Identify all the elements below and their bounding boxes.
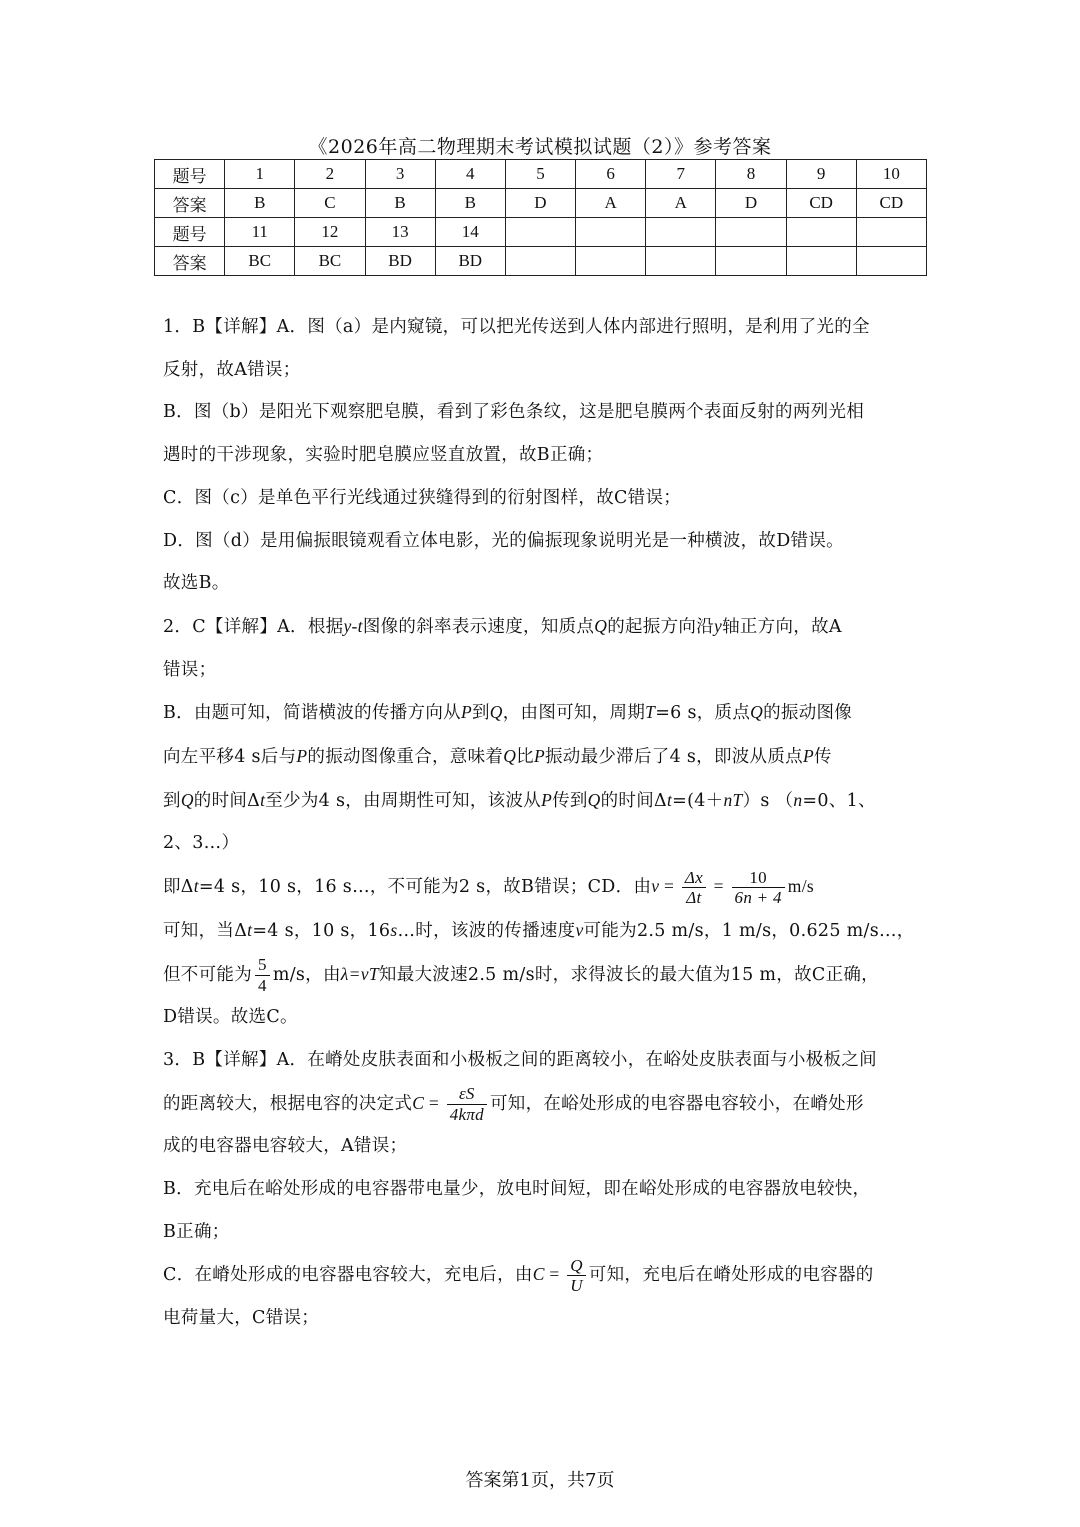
- q2-line: 2．C【详解】A．根据y-t图像的斜率表示速度，知质点Q的起振方向沿y轴正方向，故A: [163, 615, 842, 637]
- answer-table-cell: [856, 218, 926, 247]
- q3-line: C．在嵴处形成的电容器电容较大，充电后，由C = $\frac{Q}{U}$ 可知，充电后在嵴处形成的电容器的: [163, 1255, 874, 1296]
- answer-table-header-cell: 题号: [155, 160, 225, 189]
- q3-line: B正确；: [163, 1221, 230, 1242]
- answer-table-cell: 3: [365, 160, 435, 189]
- answer-table: [154, 159, 927, 276]
- answer-table-cell: [505, 218, 575, 247]
- q2-line: 向左平移4 s后与P的振动图像重合，意味着Q比P振动最少滞后了4 s，即波从质点P传: [163, 746, 832, 768]
- answer-table-cell: 13: [365, 218, 435, 247]
- answer-table-cell: 10: [856, 160, 926, 189]
- q1-line: C．图（c）是单色平行光线通过狭缝得到的衍射图样，故C错误；: [163, 487, 682, 508]
- five-quarters-fraction: $\frac{5}{4}$: [255, 955, 270, 995]
- answer-table-cell: [786, 247, 856, 276]
- answer-table-cell: A: [646, 189, 716, 218]
- q2-line: 2、3…）: [163, 833, 240, 854]
- answer-table-cell: A: [576, 189, 646, 218]
- answer-table-row: [155, 247, 927, 276]
- answer-table-cell: CD: [856, 189, 926, 218]
- answer-table-cell: B: [435, 189, 505, 218]
- q1-line: 反射，故A错误；: [163, 359, 301, 380]
- answer-table-cell: D: [716, 189, 786, 218]
- q1-line: B．图（b）是阳光下观察肥皂膜，看到了彩色条纹，这是肥皂膜两个表面反射的两列光相: [163, 402, 865, 423]
- page-footer: 答案第1页，共7页: [465, 1470, 615, 1491]
- charge-voltage-fraction: $\frac{Q}{U}$: [567, 1256, 586, 1296]
- q2-line: 但不可能为 $\frac{5}{4}$ m/s，由λ=vT知最大波速2.5 m/s时，求得波长的最大值为15 m，故C正确，: [163, 955, 879, 995]
- answer-table-cell: [646, 218, 716, 247]
- answer-table-cell: 11: [225, 218, 295, 247]
- q2-line: 即Δt=4 s，10 s，16 s…，不可能为2 s，故B错误；CD．由v = $\frac{\Delta x}{\Delta t}$ = $\frac{10}{6n + 4}$ m/s: [163, 867, 814, 908]
- answer-table-cell: [505, 247, 575, 276]
- q3-line: 成的电容器电容较大，A错误；: [163, 1136, 408, 1157]
- q3-line: 电荷量大，C错误；: [163, 1308, 320, 1329]
- answer-table-cell: 5: [505, 160, 575, 189]
- answer-table-row: [155, 218, 927, 247]
- q2-line: D错误。故选C。: [163, 1007, 298, 1028]
- answer-table-cell: 7: [646, 160, 716, 189]
- answer-explanations: [163, 306, 921, 1340]
- q3-line: 的距离较大，根据电容的决定式C = $\frac{\varepsilon S}{\text{4kπd}}$ 可知，在峪处形成的电容器电容较小，在嵴处形: [163, 1084, 864, 1124]
- answer-table-cell: [856, 247, 926, 276]
- answer-table-row: [155, 189, 927, 218]
- answer-table-header-cell: 答案: [155, 189, 225, 218]
- answer-table-header-cell: 题号: [155, 218, 225, 247]
- answer-table-cell: 6: [576, 160, 646, 189]
- answer-table-cell: D: [505, 189, 575, 218]
- answer-table-cell: [576, 218, 646, 247]
- capacitance-formula-fraction: $\frac{\varepsilon S}{\text{4kπd}}$: [447, 1084, 487, 1124]
- answer-table-cell: BD: [365, 247, 435, 276]
- q1-line: 故选B。: [163, 573, 230, 594]
- q3-line: 3．B【详解】A．在嵴处皮肤表面和小极板之间的距离较小，在峪处皮肤表面与小极板之间: [163, 1049, 877, 1070]
- answer-table-cell: [646, 247, 716, 276]
- answer-table-cell: C: [295, 189, 365, 218]
- answer-table-cell: B: [225, 189, 295, 218]
- answer-table-cell: [576, 247, 646, 276]
- answer-table-cell: 14: [435, 218, 505, 247]
- q2-line: 到Q的时间Δt至少为4 s，由周期性可知，该波从P传到Q的时间Δt=(4＋nT）s （n=0、1、: [163, 789, 876, 811]
- answer-table-cell: BC: [225, 247, 295, 276]
- answer-table-cell: BD: [435, 247, 505, 276]
- answer-table-cell: 4: [435, 160, 505, 189]
- q1-line: D．图（d）是用偏振眼镜观看立体电影，光的偏振现象说明光是一种横波，故D错误。: [163, 530, 844, 551]
- answer-table-cell: [716, 218, 786, 247]
- answer-table-cell: [786, 218, 856, 247]
- answer-table-cell: 12: [295, 218, 365, 247]
- answer-table-cell: BC: [295, 247, 365, 276]
- q2-line: 可知，当Δt=4 s，10 s，16s…时，该波的传播速度v可能为2.5 m/s，1 m/s，0.625 m/s…，: [163, 919, 915, 941]
- q1-line: 1．B【详解】A．图（a）是内窥镜，可以把光传送到人体内部进行照明，是利用了光的全: [163, 317, 870, 337]
- q1-line: 遇时的干涉现象，实验时肥皂膜应竖直放置，故B正确；: [163, 445, 604, 466]
- answer-table-cell: [716, 247, 786, 276]
- velocity-fraction: $\frac{\Delta x}{\Delta t}$: [682, 868, 706, 908]
- q2-line: 错误；: [163, 659, 217, 680]
- speed-fraction: $\frac{10}{6n + 4}$: [732, 868, 785, 908]
- answer-table-row: [155, 160, 927, 189]
- answer-table-header-cell: 答案: [155, 247, 225, 276]
- q3-line: B．充电后在峪处形成的电容器带电量少，放电时间短，即在峪处形成的电容器放电较快，: [163, 1179, 871, 1200]
- page-title: 《2026年高二物理期末考试模拟试题（2）》参考答案: [308, 136, 772, 158]
- answer-table-cell: 1: [225, 160, 295, 189]
- q2-line: B．由题可知，简谐横波的传播方向从P到Q，由图可知，周期T=6 s，质点Q的振动图像: [163, 702, 853, 724]
- answer-table-cell: 2: [295, 160, 365, 189]
- answer-table-cell: 9: [786, 160, 856, 189]
- answer-table-cell: CD: [786, 189, 856, 218]
- answer-table-cell: B: [365, 189, 435, 218]
- answer-table-cell: 8: [716, 160, 786, 189]
